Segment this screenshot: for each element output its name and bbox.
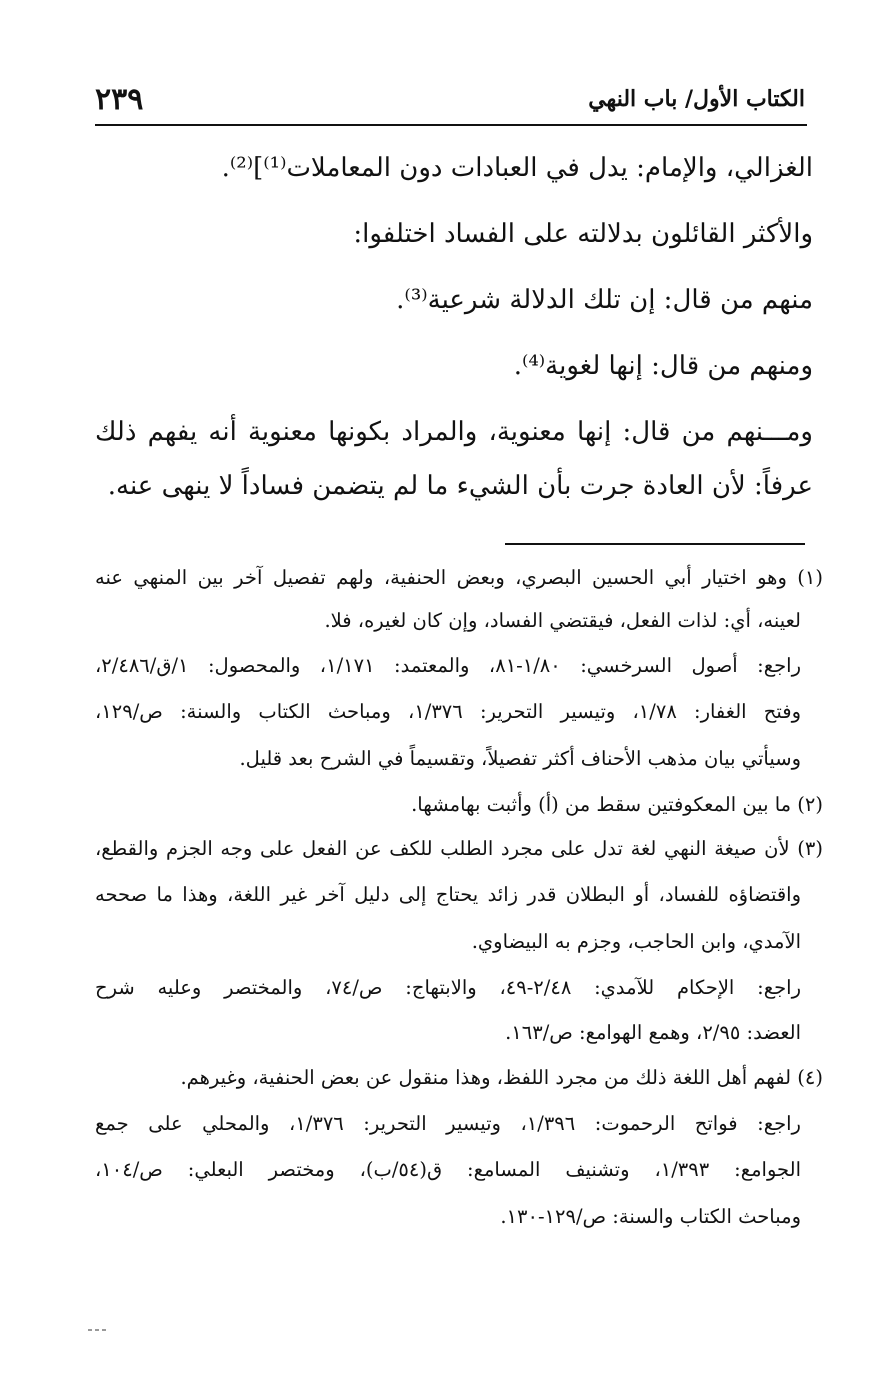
scan-speck <box>88 1316 118 1320</box>
running-title: الكتاب الأول/ باب النهي <box>588 86 805 112</box>
body-line: الغزالي، والإمام: يدل في العبادات دون المعاملات⁽¹⁾]⁽²⁾. <box>221 153 813 183</box>
header-divider <box>95 124 807 126</box>
body-line: عرفاً: لأن العادة جرت بأن الشيء ما لم يتضمن فساداً لا ينهى عنه. <box>107 471 813 501</box>
footnote-line: الآمدي، وابن الحاجب، وجزم به البيضاوي. <box>471 930 801 953</box>
body-line: ومنهم من قال: إنها لغوية⁽⁴⁾. <box>513 351 813 381</box>
footnote-line: راجع: الإحكام للآمدي: ٢/٤٨-٤٩، والابتهاج: ص/٧٤، والمختصر وعليه شرح <box>95 976 801 999</box>
page-number: ٢٣٩ <box>95 82 144 117</box>
footnote-line: العضد: ٢/٩٥، وهمع الهوامع: ص/١٦٣. <box>505 1021 801 1044</box>
footnote-line: راجع: أصول السرخسي: ١/٨٠-٨١، والمعتمد: ١/١٧١، والمحصول: ١/ق/٢/٤٨٦، <box>95 654 801 677</box>
footnote-line: راجع: فواتح الرحموت: ١/٣٩٦، وتيسير التحرير: ١/٣٧٦، والمحلي على جمع <box>95 1112 801 1135</box>
footnote-line: (٢) ما بين المعكوفتين سقط من (أ) وأثبت بهامشها. <box>411 793 823 816</box>
body-line: والأكثر القائلون بدلالته على الفساد اختلفوا: <box>353 219 813 249</box>
footnote-line: وسيأتي بيان مذهب الأحناف أكثر تفصيلاً، وتقسيماً في الشرح بعد قليل. <box>239 747 801 770</box>
body-line: منهم من قال: إن تلك الدلالة شرعية⁽³⁾. <box>396 285 813 315</box>
footnote-line: (٣) لأن صيغة النهي لغة تدل على مجرد الطلب للكف عن الفعل على وجه الجزم والقطع، <box>95 837 823 860</box>
footnote-line: واقتضاؤه للفساد، أو البطلان قدر زائد يحتاج إلى دليل آخر غير اللغة، وهذا ما صححه <box>95 883 801 906</box>
body-line: ومـــنهم من قال: إنها معنوية، والمراد بكونها معنوية أنه يفهم ذلك <box>95 417 813 447</box>
footnote-line: ومباحث الكتاب والسنة: ص/١٢٩-١٣٠. <box>500 1205 801 1228</box>
footnote-line: (٤) لفهم أهل اللغة ذلك من مجرد اللفظ، وهذا منقول عن بعض الحنفية، وغيرهم. <box>180 1066 823 1089</box>
footnote-line: وفتح الغفار: ١/٧٨، وتيسير التحرير: ١/٣٧٦، ومباحث الكتاب والسنة: ص/١٢٩، <box>95 700 801 723</box>
footnote-line: (١) وهو اختيار أبي الحسين البصري، وبعض الحنفية، ولهم تفصيل آخر بين المنهي عنه <box>95 566 823 589</box>
page-header <box>95 82 805 122</box>
footnote-line: لعينه، أي: لذات الفعل، فيقتضي الفساد، وإن كان لغيره، فلا. <box>324 609 801 632</box>
footnote-divider <box>505 543 805 545</box>
footnote-line: الجوامع: ١/٣٩٣، وتشنيف المسامع: ق(٥٤/ب)، ومختصر البعلي: ص/١٠٤، <box>95 1158 801 1181</box>
